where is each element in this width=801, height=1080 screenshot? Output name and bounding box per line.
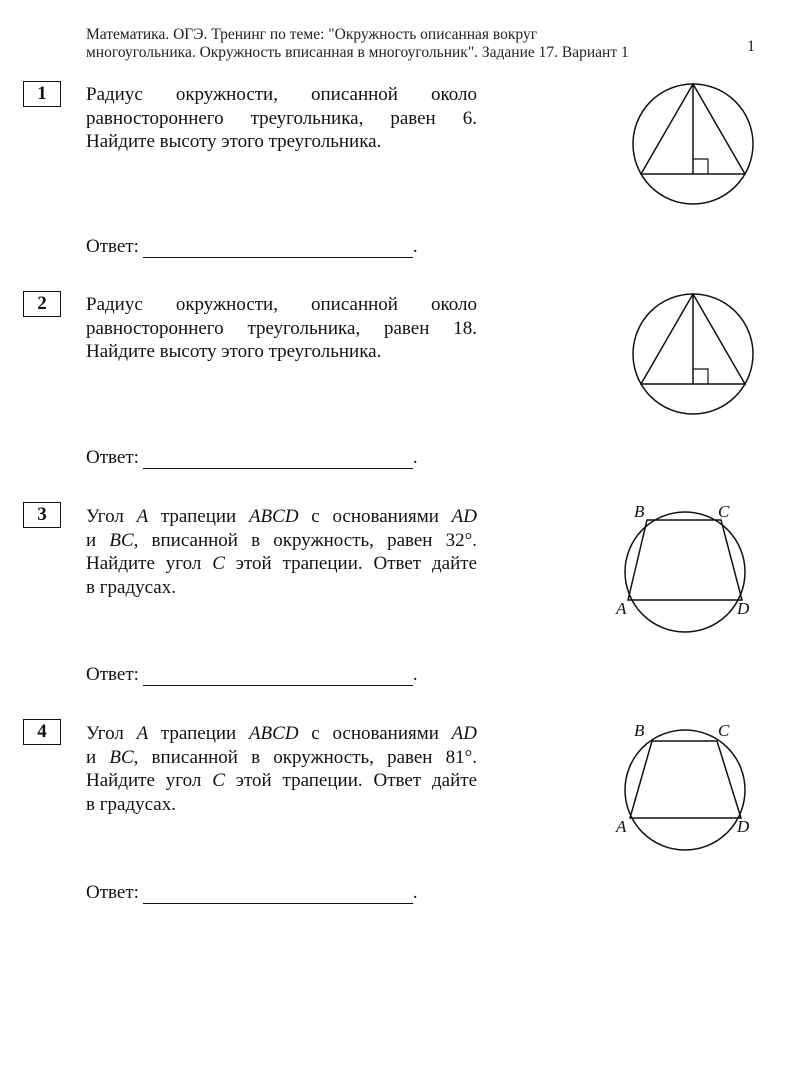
header-line-1: Математика. ОГЭ. Тренинг по теме: "Окружность описанная вокруг (86, 26, 538, 43)
task-4-answer (86, 882, 418, 904)
answer-label: Ответ: (86, 664, 139, 685)
page-header (86, 26, 726, 62)
task-3-answer (86, 664, 418, 686)
answer-field[interactable] (143, 887, 413, 904)
task-1-number: 1 (23, 81, 61, 107)
task-2-line-1: Радиус окружности, описанной около (86, 294, 477, 315)
page-number: 1 (747, 38, 755, 55)
task-3-line-2: и BC, вписанной в окружность, равен 32°. (86, 529, 477, 551)
task-3-line-1: Угол A трапеции ABCD с основаниями AD (86, 506, 477, 527)
answer-label: Ответ: (86, 447, 139, 468)
task-2-text (86, 293, 477, 364)
answer-label: Ответ: (86, 882, 139, 903)
answer-field[interactable] (143, 669, 413, 686)
task-3-text (86, 505, 477, 599)
task-3-figure (610, 498, 770, 638)
task-1-line-3: Найдите высоту этого треугольника. (86, 131, 382, 152)
answer-end: . (412, 882, 418, 903)
right-angle-mark (693, 369, 708, 384)
trapezoid-abcd (630, 741, 741, 818)
right-angle-mark (693, 159, 708, 174)
task-2-figure (628, 290, 758, 418)
circumcircle (625, 512, 745, 632)
task-1-figure (628, 80, 758, 208)
task-3-number: 3 (23, 502, 61, 528)
vertex-label-b: B (634, 721, 645, 740)
vertex-label-d: D (737, 599, 750, 618)
circumcircle (625, 730, 745, 850)
task-1-line-1: Радиус окружности, описанной около (86, 84, 477, 105)
task-3-line-3: Найдите угол C этой трапеции. Ответ дайте (86, 553, 478, 574)
vertex-label-a: A (616, 599, 627, 618)
task-1-line-2: равностороннего треугольника, равен 6. (86, 107, 477, 129)
task-4-text (86, 722, 477, 816)
task-1-answer (86, 236, 418, 258)
vertex-label-c: C (718, 721, 730, 740)
task-4-line-1: Угол A трапеции ABCD с основаниями AD (86, 723, 477, 744)
answer-end: . (412, 236, 418, 257)
answer-field[interactable] (143, 241, 413, 258)
answer-end: . (412, 447, 418, 468)
task-4-number: 4 (23, 719, 61, 745)
task-1-text (86, 83, 477, 154)
task-2-line-3: Найдите высоту этого треугольника. (86, 341, 382, 362)
trapezoid-abcd (628, 520, 742, 600)
header-line-2: многоугольника. Окружность вписанная в многоугольник". Задание 17. Вариант 1 (86, 44, 629, 61)
task-2-line-2: равностороннего треугольника, равен 18. (86, 317, 477, 339)
vertex-label-d: D (737, 817, 750, 836)
vertex-label-b: B (634, 502, 645, 521)
task-4-line-4: в градусах. (86, 793, 176, 815)
answer-label: Ответ: (86, 236, 139, 257)
task-3-line-4: в градусах. (86, 576, 176, 598)
task-2-number: 2 (23, 291, 61, 317)
vertex-label-c: C (718, 502, 730, 521)
vertex-label-a: A (616, 817, 627, 836)
task-4-figure (610, 716, 770, 856)
answer-end: . (412, 664, 418, 685)
answer-field[interactable] (143, 452, 413, 469)
task-2-answer (86, 447, 418, 469)
task-4-line-2: и BC, вписанной в окружность, равен 81°. (86, 746, 477, 768)
task-4-line-3: Найдите угол C этой трапеции. Ответ дайте (86, 770, 478, 791)
